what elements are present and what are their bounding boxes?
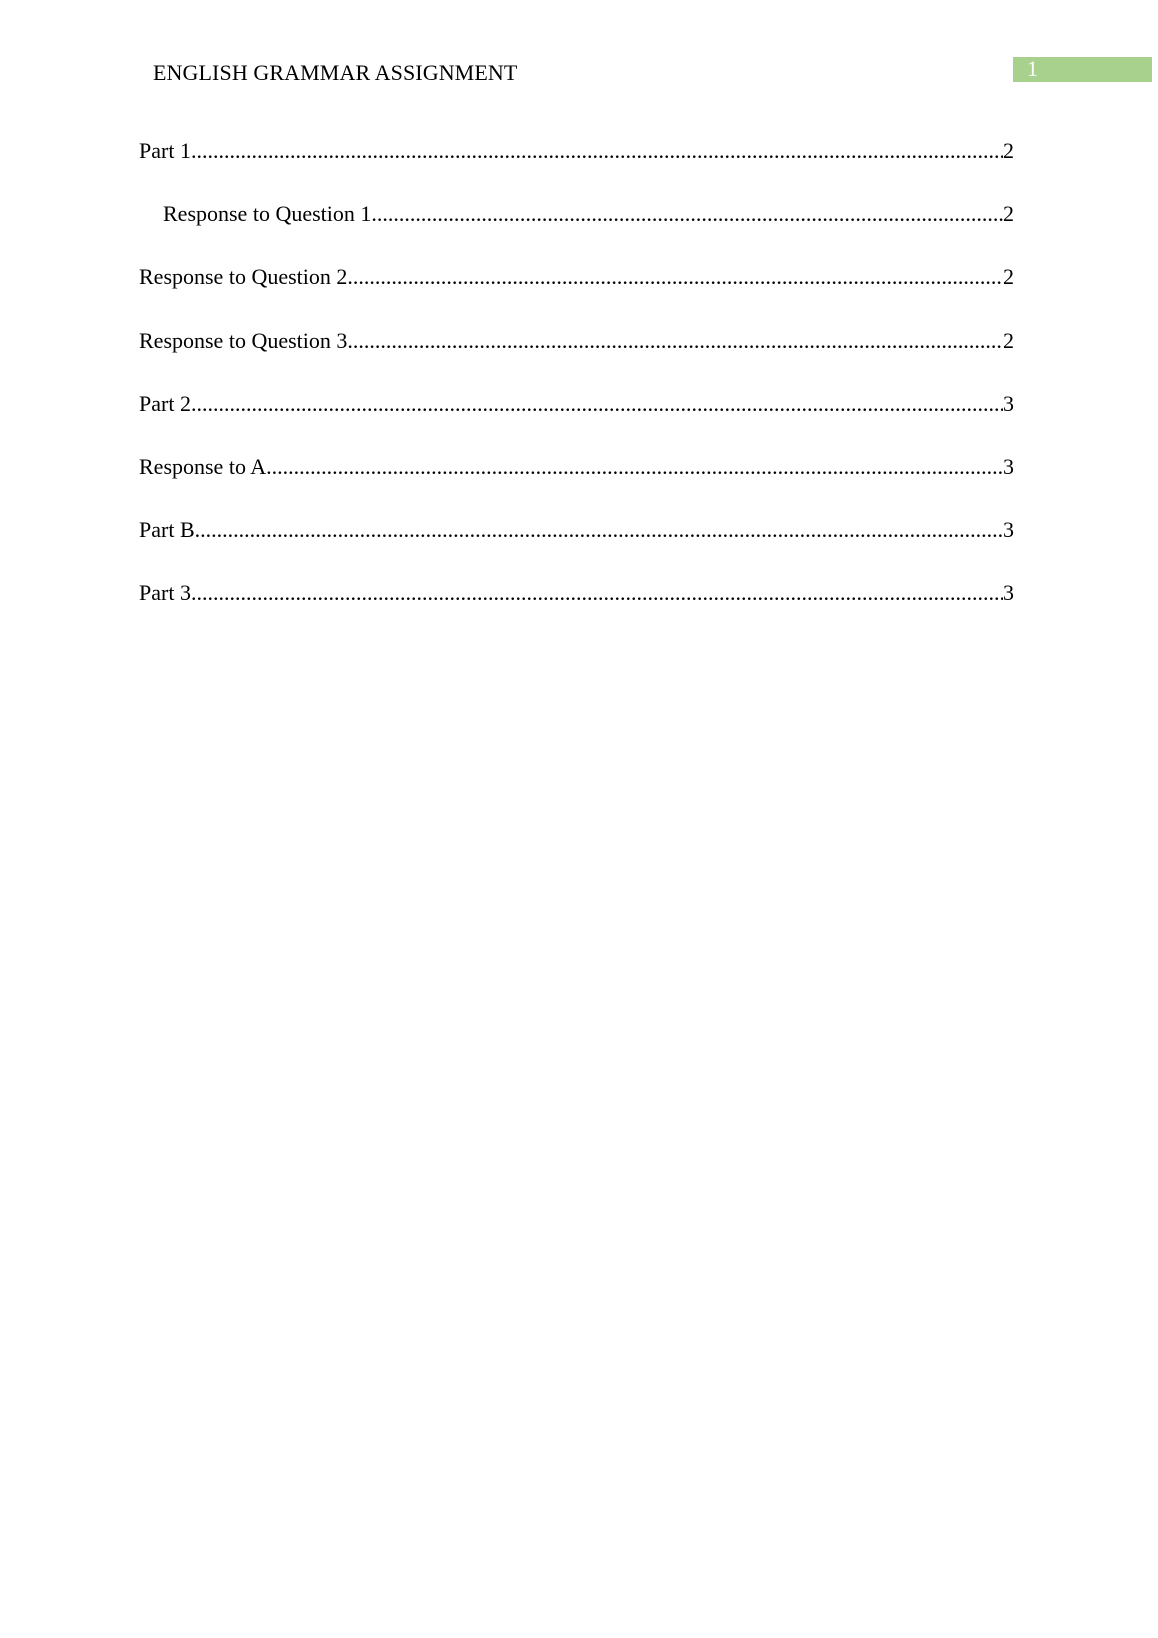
toc-entry-label: Part 3: [139, 580, 191, 606]
toc-entry-page: 3: [1003, 453, 1014, 479]
toc-dot-leader: [347, 262, 1003, 292]
toc-entry-label: Part 1: [139, 138, 191, 163]
toc-dot-leader: [266, 452, 1003, 482]
toc-entry-label: Response to A: [139, 453, 267, 479]
toc-dot-leader: [191, 578, 1003, 608]
toc-entry-label: Response to Question 1: [163, 201, 372, 227]
toc-dot-leader: [371, 199, 1003, 229]
toc-entry-part-3[interactable]: [139, 578, 1014, 641]
toc-entry-page: 3: [1003, 390, 1014, 416]
page-number-badge: [1013, 57, 1152, 82]
page-header: [0, 0, 1158, 110]
header-title: ENGLISH GRAMMAR ASSIGNMENT: [153, 60, 518, 85]
toc-dot-leader: [191, 136, 1003, 166]
toc-dot-leader: [347, 326, 1003, 356]
toc-entry-page: 3: [1003, 517, 1014, 543]
toc-entry-label: Response to Question 2: [139, 264, 348, 290]
page-number: 1: [1027, 56, 1038, 81]
toc-entry-response-question-2[interactable]: [139, 262, 1014, 325]
toc-dot-leader: [191, 389, 1003, 419]
toc-entry-label: Response to Question 3: [139, 327, 348, 353]
toc-entry-page: 2: [1003, 327, 1014, 353]
toc-entry-page: 2: [1003, 201, 1014, 227]
toc-entry-response-question-3[interactable]: [139, 326, 1014, 389]
toc-entry-label: Part 2: [139, 390, 191, 416]
toc-dot-leader: [195, 515, 1003, 545]
toc-entry-part-2[interactable]: [139, 389, 1014, 452]
toc-entry-page: 3: [1003, 580, 1014, 606]
toc-entry-part-b[interactable]: [139, 515, 1014, 578]
toc-entry-part-1[interactable]: [139, 136, 1014, 199]
table-of-contents: [139, 136, 1014, 642]
toc-entry-label: Part B: [139, 517, 195, 543]
toc-entry-response-a[interactable]: [139, 452, 1014, 515]
toc-entry-page: 2: [1003, 264, 1014, 290]
toc-entry-response-question-1[interactable]: [139, 199, 1014, 262]
toc-entry-page: 2: [1003, 138, 1014, 163]
